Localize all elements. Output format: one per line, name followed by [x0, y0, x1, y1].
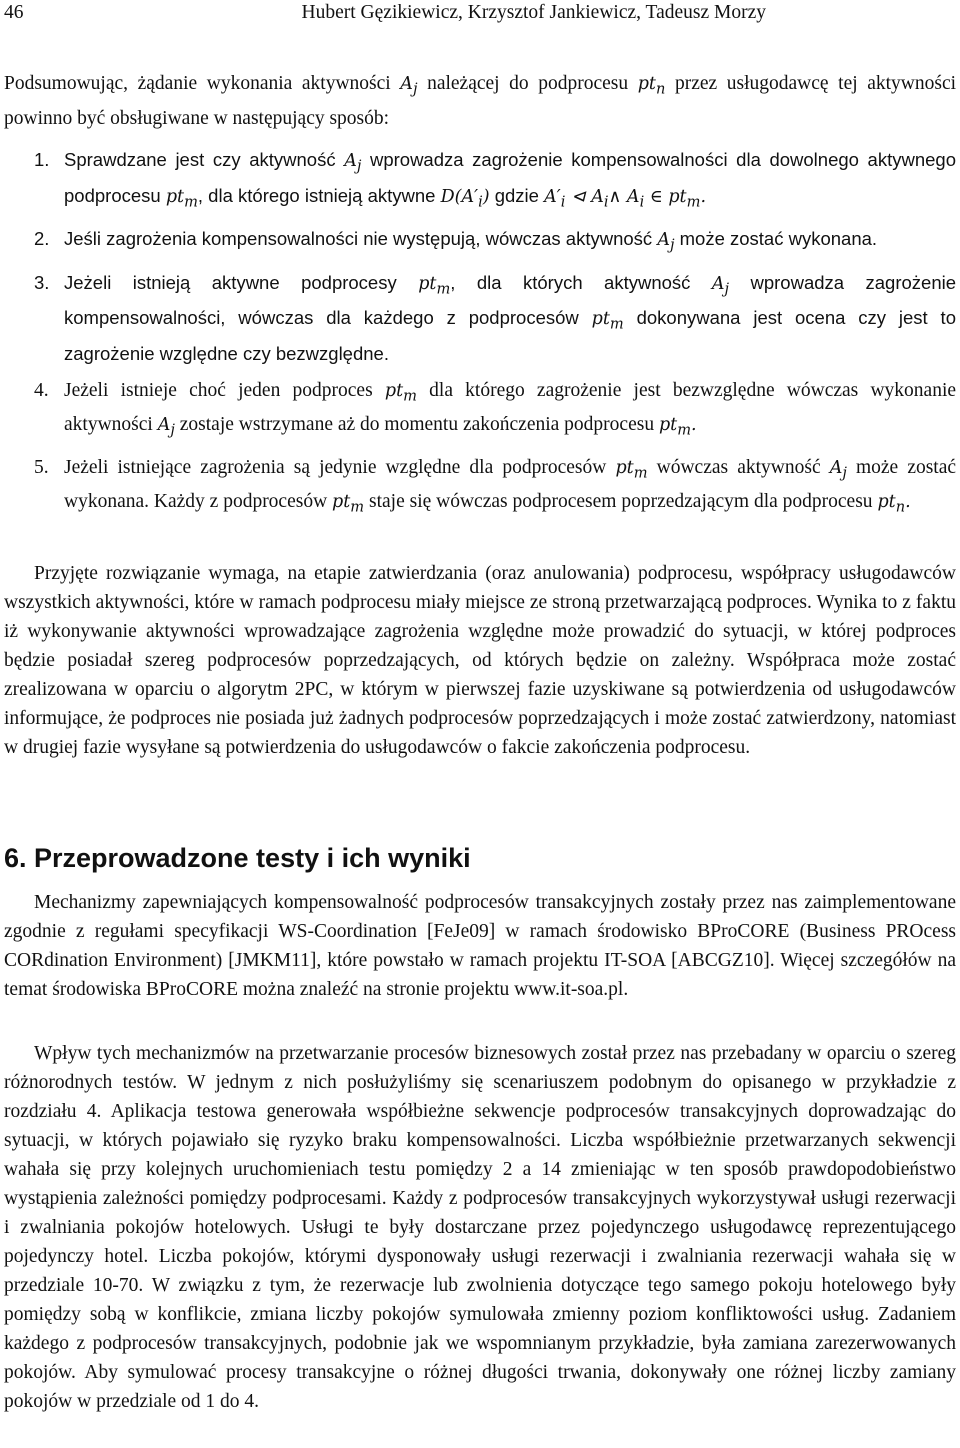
list-item [34, 268, 956, 368]
math-ptm: $pt_m$ [384, 380, 417, 404]
list-item [34, 453, 956, 522]
list-item [34, 224, 956, 260]
list-text: Sprawdzane jest czy aktywność $A_j$ wprowadza zagrożenie kompensowalności dla dowolnego aktywnego podprocesu $pt_m$, dla którego istnieją aktywne $D(A'_i)$ gdzie $A'_i$ ⊲ $A_i\wedge$ $A_i$ ∈ $pt_m$. [64, 149, 957, 210]
math-aj: $A_j$ [400, 74, 418, 98]
list-number: 3. [34, 271, 50, 293]
list-text: Jeżeli istniejące zagrożenia są jedynie względne dla podprocesów $pt_m$ wówczas aktywność $A_j$ może zostać wykonana. Każdy z podprocesów $pt_m$ staje się wówczas podprocesem poprzedzającym dla podprocesu $pt_n$. [64, 456, 957, 516]
paragraph-impact: Wpływ tych mechanizmów na przetwarzanie procesów biznesowych został przez nas przebadany w oparciu o szereg różnorodnych testów. W jednym z nich posłużyliśmy się scenariuszem podobnym do opisanego w przykładzie z rozdziału 4. Aplikacja testowa generowała współbieżne sekwencje podprocesów transakcyjnych doprowadzając do sytuacji, w których pojawiało się ryzyko braku kompensowalności. Liczba współbieżnie przetwarzanych sekwencji wahała się przy kolejnych uruchomieniach testu pomiędzy 2 a 14 zmieniając w ten sposób prawdopodobieństwo wystąpienia zależności pomiędzy podprocesami. Każdy z podprocesów transakcyjnych wykorzystywał usługi rezerwacji i zwalniania pokojów hotelowych. Usługi te były dostarczane przez pojedynczego usługodawcę reprezentującego pojedynczy hotel. Liczba pokojów, którymi dysponowały usługi rezerwacji i zwalniania rezerwacji wahała się w przedziale 10-70. W związku z tym, że rezerwacje lub zwolnienia dotyczące tego samego pokoju hotelowego były pomiędzy sobą w konflikcie, zmiana liczby pokojów symulowała zmienny poziom konfliktowości usług. Zadaniem każdego z podprocesów transakcyjnych, podobnie jak we wspomnianym przykładzie, była zamiana zarezerwowanych pokojów. Aby symulować procesy transakcyjne o różnej długości trwania, dokonywały one różnej liczby zamiany pokojów w przedziale od 1 do 4. [4, 1043, 956, 1412]
math-aj: $A_j$ [711, 273, 730, 297]
math-aj: $A_j$ [157, 415, 175, 439]
page-number: 46 [4, 2, 24, 23]
math-ptn: $pt_n$ [637, 74, 666, 98]
section-heading: 6. Przeprowadzone testy i ich wyniki [4, 843, 471, 873]
math-ptn: $pt_n$. [877, 492, 911, 516]
page-header [0, 0, 960, 32]
paragraph-mechanisms: Mechanizmy zapewniających kompensowalność podprocesów transakcyjnych zostały przez nas zaimplementowane zgodnie z regułami specyfikacji WS-Coordination [FeJe09] w ramach środowisko BProCORE (Business PROcess CORdination Environment) [JMKM11], które powstało w ramach projektu IT-SOA [ABCGZ10]. Więcej szczegółów na temat środowiska BProCORE można znaleźć na stronie projektu www.it-soa.pl. [4, 892, 956, 1000]
math-ptm: $pt_m$ [615, 457, 648, 481]
list-number: 2. [34, 228, 50, 249]
math-ptm: $pt_m$ [165, 186, 198, 210]
list-item [34, 145, 956, 216]
math-ptm: $pt_m$. [658, 415, 697, 439]
list-number: 4. [34, 379, 49, 401]
math-aj: $A_j$ [344, 151, 362, 175]
list-text: Jeśli zagrożenia kompensowalności nie występują, wówczas aktywność $A_j$ może zostać wykonana. [64, 228, 878, 254]
list-text: Jeżeli istnieje choć jeden podproces $pt_m$ dla którego zagrożenie jest bezwzględne wówczas wykonanie aktywności $A_j$ zostaje wstrzymane aż do momentu zakończenia podprocesu $pt_m$. [64, 379, 957, 439]
math-condition: $A'_i$ ⊲ $A_i\wedge$ $A_i$ ∈ $pt_m$. [544, 186, 707, 210]
intro-text: Podsumowując, żądanie wykonania aktywności [4, 73, 391, 94]
math-d-ai: $D(A'_i)$ [440, 186, 490, 210]
running-header-authors: Hubert Gęzikiewicz, Krzysztof Jankiewicz, Tadeusz Morzy [301, 2, 766, 23]
math-aj: $A_j$ [657, 230, 675, 254]
intro-text: należącej do podprocesu [427, 73, 629, 94]
math-ptm: $pt_m$ [332, 492, 365, 516]
list-text: Jeżeli istnieją aktywne podprocesy $pt_m$, dla których aktywność $A_j$ wprowadza zagrożenie kompensowalności, wówczas dla każdego z podprocesów $pt_m$ dokonywana jest ocena czy jest to zagrożenie względne czy bezwzględne. [64, 271, 957, 364]
list-number: 5. [34, 456, 49, 478]
procedure-list [34, 145, 956, 530]
intro-text: przez usługodawcę tej aktywności powinno być obsługiwane w następujący sposób: [4, 73, 957, 129]
math-ptm: $pt_m$ [418, 273, 451, 297]
list-number: 1. [34, 149, 50, 170]
intro-paragraph [4, 69, 956, 133]
list-item [34, 376, 956, 445]
paragraph-accepted-solution: Przyjęte rozwiązanie wymaga, na etapie zatwierdzania (oraz anulowania) podprocesu, współpracy usługodawców wszystkich aktywności, które w ramach podprocesu miały miejsce ze stroną przetwarzającą podproces. Wynika to z faktu iż wykonywanie aktywności wprowadzające zagrożenia względne może prowadzić do sytuacji, w której podproces będzie posiadał szereg podprocesów poprzedzających, od których będzie on zależny. Współpraca może zostać zrealizowana w oparciu o algorytm 2PC, w którym w pierwszej fazie uzyskiwane są potwierdzenia od usługodawców informujące, że podproces nie posiada już żadnych podprocesów poprzedzających i może zostać zatwierdzony, natomiast w drugiej fazie wysyłane są potwierdzenia do usługodawców o fakcie zakończenia podprocesu. [4, 563, 956, 758]
math-ptm: $pt_m$ [591, 309, 624, 333]
math-aj: $A_j$ [829, 457, 847, 481]
